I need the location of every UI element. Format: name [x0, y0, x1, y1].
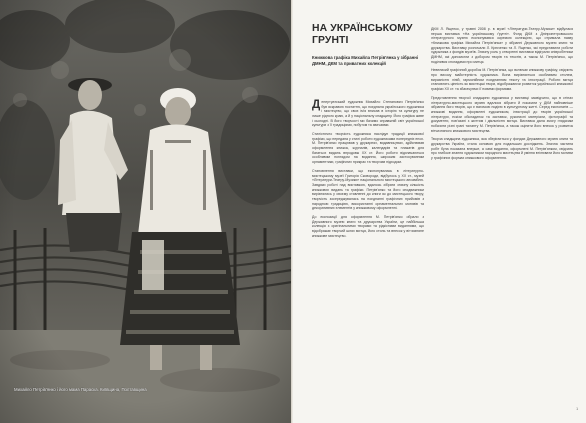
text-column-left — [312, 100, 424, 242]
archival-photograph — [0, 0, 292, 423]
article-title: НА УКРАЇНСЬКОМУ ГРУНТІ — [312, 23, 413, 47]
article-subtitle: Книжкова графіка Михайла Петрів'янка у зібранні ДМНМ, ДКМ та приватних колекцій — [312, 55, 419, 66]
paragraph: Становлення виставки, що експонувалась в літературно-мистецькому музеї Григорія Сковороди, відбулось у XX ст., музей «Літератури-Театру-Музики» національного мистецького ансамблю. Завдяки роботі над виставкою, вдалось зібрати значну кількість книжкових видань та графіки. Петрів'янко та його сподвижники вирізнялись у своєму ставленні до книги як до мистецького твору, творчість зосереджувалась на поєднанні графічних прийомів з народною традицією, використанні орнаментальних мотивів та декоративних елементів у книжковому оформленні. — [312, 168, 424, 211]
text-column-right — [431, 27, 573, 165]
paragraph: Творча спадщина художника, яка зберігається у фондах Державного музею книги та друкарства України, стала основою для подальших досліджень. Значна частина робіт була показана вперше, а самі видання, оформлені М. Петрів'янком, свідчать про глибоке знання художником народного мистецтва й уміння втілювати його мотиви у графічних формах книжкового оформлення. — [431, 137, 573, 160]
paragraph: Представлення творчої спадщини художника у виставці засвідчило, що в стінах літературно-мистецького музею вдалося зібрати й показати у ДКМ найповніше зібрання його творів, що є вагомою подією в культурному житті. Серед експонатів — книжкові видання, оформлені художником, ілюстрації до творів української літератури, ескізи обкладинок та заставок, рукописні матеріали, фотографії та документи, пов'язані з життям і діяльністю митця. Виставка дала змогу глядачам побачити різні грані таланту М. Петрів'янка, а також оцінити його внесок у розвиток вітчизняного книжкового мистецтва. — [431, 95, 573, 133]
drop-cap: Д — [312, 99, 321, 112]
paragraph: Депертуатський художник Михайло Степанович Петрів'янко був яскравою постаттю, що поєднала українського художника і мистецтво, що своє ім'я вписав в історію та культуру не лише рідного краю, а й у національну спадщину. Його графіка живе і сьогодні. В його творчості ми бачимо справжній світ української культури з її традиціями, побутом та звичаями. — [312, 99, 424, 128]
paragraph: ДКМ Л. Ященко, у травні 2008 р. в музеї «Літератури-Театру-Музики» відбулася перша виставка «На українському ґрунті». Фонд ДКМ з Дніпропетровського літературного музею експонувався окремою колекцією, що отримала назву «Книжкова графіка Михайла Петрів'янка» у зібранні Державного музею книги та друкарства. Виставку розпочали Л. Крюченко та Л. Ященко, які представили роботи художника з фондів музеїв. Значну роль у створенні виставки відіграли співробітники ДМНМ, які допомогли з добором творів та текстів, а також М. Петрів'янко, що поділився спогадами про митця. — [431, 27, 573, 64]
photo-portrait-couple — [0, 0, 292, 423]
paragraph: Стилістично творчість художника наслідує традиції книжкової графіки, що передана у стилі роботи художниками попередніх епох. М. Петрів'янко працював у друкарнях, видавництвах, здійснював оформлення книжок, журналів, календарів та плакатів для багатьох видань впродовж XX ст. Його роботи відзначаються особливим поглядом на видання, широким застосуванням орнаментики, графічних прикрас та творчим підходом. — [312, 132, 425, 165]
paragraph: До експозиції для оформлення М. Петрів'янко обрали з Державного музею книги та друкарства України, це найбільша колекція з оригінальними творами та рідкісними виданнями, що відображає творчий шлях митця, його стиль та внесок у вітчизняне книжкове мистецтво. — [312, 215, 424, 238]
page-number: 1 — [576, 406, 579, 411]
paragraph: Невеликий графічний доробок М. Петрів'янка, що включає книжкову графіку, свідчить про високу майстерність художника. Вона вирізняється особливим стилем, виразністю ліній, гармонійним поєднанням тексту та ілюстрації. Роботи митця становлять цінність як мистецькі твори, відображаючи розвиток української книжкової графіки XX ст. та збагачуючи її новими формами. — [431, 68, 573, 92]
page-gutter — [291, 0, 293, 423]
photo-caption: Михайло Петрів'янко і його мама Параска. Київщина, Полтавщина — [14, 387, 147, 392]
